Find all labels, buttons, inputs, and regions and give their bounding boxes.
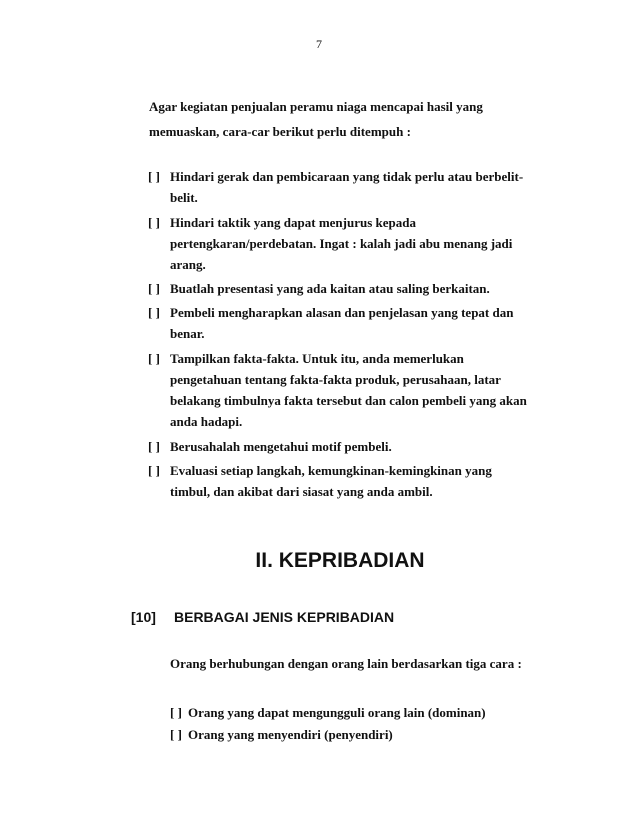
checkbox-marker: [ ] — [148, 463, 160, 478]
checklist-line: Berusahalah mengetahui motif pembeli. — [170, 439, 392, 454]
intro-line: memuaskan, cara-car berikut perlu ditempuh : — [149, 124, 411, 139]
intro-paragraph — [149, 94, 549, 144]
list-item — [170, 724, 550, 746]
checkbox-marker: [ ] — [148, 305, 160, 320]
checklist-line: pertengkaran/perdebatan. Ingat : kalah jadi abu menang jadi — [170, 236, 513, 251]
section-heading: II. KEPRIBADIAN — [255, 549, 425, 572]
personality-list — [170, 702, 550, 746]
checkbox-marker: [ ] — [170, 727, 182, 742]
page-number: 7 — [316, 37, 322, 51]
checklist-item — [148, 166, 548, 208]
checklist-line: Tampilkan fakta-fakta. Untuk itu, anda memerlukan — [170, 351, 464, 366]
list-item-text: Orang yang menyendiri (penyendiri) — [188, 727, 393, 742]
checklist-line: pengetahuan tentang fakta-fakta produk, perusahaan, latar — [170, 372, 501, 387]
checklist — [148, 166, 548, 502]
checklist-line: timbul, dan akibat dari siasat yang anda ambil. — [170, 484, 433, 499]
checklist-line: Evaluasi setiap langkah, kemungkinan-kemingkinan yang — [170, 463, 492, 478]
list-item — [170, 702, 550, 724]
checklist-item — [148, 278, 548, 299]
checklist-line: belit. — [170, 190, 198, 205]
list-item-text: Orang yang dapat mengungguli orang lain (dominan) — [188, 705, 486, 720]
checkbox-marker: [ ] — [170, 705, 182, 720]
checklist-item — [148, 212, 548, 275]
checkbox-marker: [ ] — [148, 351, 160, 366]
intro-line: Agar kegiatan penjualan peramu niaga mencapai hasil yang — [149, 99, 483, 114]
subsection-number: [10] — [131, 609, 156, 625]
body-paragraph: Orang berhubungan dengan orang lain berdasarkan tiga cara : — [170, 656, 522, 671]
subsection-title: BERBAGAI JENIS KEPRIBADIAN — [174, 609, 395, 625]
checkbox-marker: [ ] — [148, 439, 160, 454]
checkbox-marker: [ ] — [148, 169, 160, 184]
checklist-line: benar. — [170, 326, 205, 341]
checklist-line: belakang timbulnya fakta tersebut dan calon pembeli yang akan — [170, 393, 527, 408]
checklist-line: Buatlah presentasi yang ada kaitan atau saling berkaitan. — [170, 281, 490, 296]
checklist-item — [148, 460, 548, 502]
checklist-item — [148, 348, 548, 432]
checklist-line: Pembeli mengharapkan alasan dan penjelasan yang tepat dan — [170, 305, 514, 320]
checklist-item — [148, 302, 548, 344]
subsection-heading — [131, 609, 394, 625]
checklist-line: arang. — [170, 257, 206, 272]
checkbox-marker: [ ] — [148, 281, 160, 296]
checklist-line: Hindari gerak dan pembicaraan yang tidak perlu atau berbelit- — [170, 169, 524, 184]
checkbox-marker: [ ] — [148, 215, 160, 230]
checklist-line: anda hadapi. — [170, 414, 243, 429]
checklist-line: Hindari taktik yang dapat menjurus kepada — [170, 215, 416, 230]
checklist-item — [148, 436, 548, 457]
